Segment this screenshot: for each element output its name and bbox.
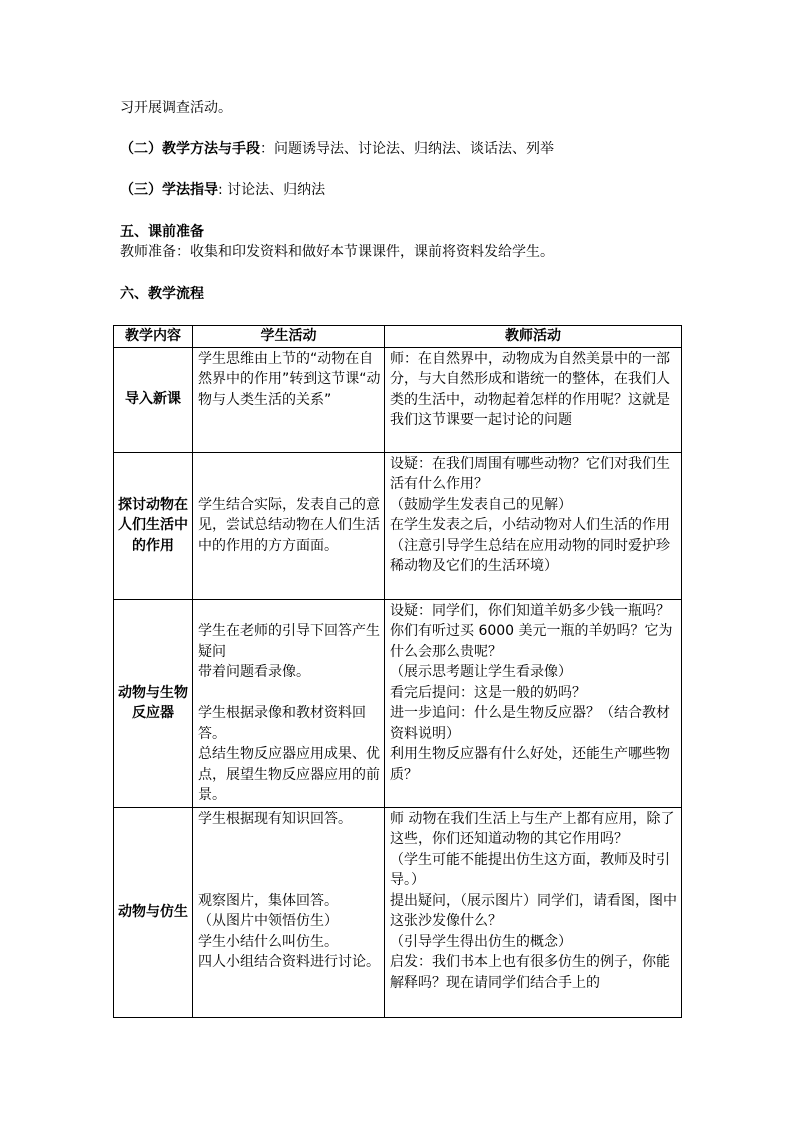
flow-heading: 六、教学流程: [120, 286, 204, 302]
teaching-methods-label: （二）教学方法与手段: [120, 141, 260, 157]
study-guidance-text: : 讨论法、归纳法: [218, 182, 326, 198]
table-row: [114, 347, 682, 452]
teacher-paragraph: 设疑：在我们周围有哪些动物？它们对我们生活有什么作用？: [390, 455, 670, 492]
study-guidance: [120, 180, 325, 200]
student-paragraph: 学生思维由上节的“动物在自然界中的作用”转到这节课“动物与人类生活的关系”: [198, 350, 381, 408]
table-row: [114, 807, 682, 1017]
student-paragraph: 学生在老师的引导下回答产生疑问: [198, 623, 380, 660]
teacher-paragraph: （鼓励学生发表自己的见解）: [390, 496, 572, 513]
teacher-paragraph: 设疑：同学们，你们知道羊奶多少钱一瓶吗？你们有听过买 6000 美元一瓶的羊奶吗？它为什么会那么贵呢？: [390, 602, 673, 660]
row-teacher-activity: [385, 599, 682, 807]
teacher-paragraph: 提出疑问，（展示图片）同学们，请看图，图中这张沙发像什么？: [390, 892, 677, 929]
student-paragraph: 学生根据现有知识回答。: [198, 810, 352, 827]
intro-line: 习开展调查活动。: [120, 100, 232, 116]
teaching-methods-text: ：问题诱导法、讨论法、归纳法、谈话法、列举: [260, 141, 554, 157]
student-paragraph: （从图片中领悟仿生）: [198, 913, 338, 929]
student-paragraph: 总结生物反应器应用成果、优点，展望生物反应器应用的前景。: [198, 746, 380, 803]
row-teacher-activity: [385, 452, 682, 599]
teacher-paragraph: 启发：我们书本上也有很多仿生的例子，你能解释吗？现在请同学们结合手上的: [390, 954, 670, 991]
header-student-activity: 学生活动: [193, 326, 385, 348]
prep-heading: 五、课前准备: [120, 224, 204, 240]
row-student-activity: [193, 599, 385, 807]
row-teacher-activity: [385, 807, 682, 1017]
row-topic: 动物与生物反应器: [114, 599, 193, 807]
row-student-activity: [193, 347, 385, 452]
student-paragraph: 学生根据录像和教材资料回答。: [198, 705, 366, 742]
student-paragraph: 带着问题看录像。: [198, 664, 310, 680]
teacher-paragraph: （学生可能不能提出仿生这方面，教师及时引导。）: [390, 851, 670, 888]
teacher-paragraph: （引导学生得出仿生的概念）: [390, 933, 572, 950]
teacher-paragraph: 师：在自然界中，动物成为自然美景中的一部分，与大自然形成和谐统一的整体，在我们人类的生活中，动物起着怎样的作用呢？这就是我们这节课要一起讨论的问题: [390, 350, 670, 428]
teacher-paragraph: 进一步追问：什么是生物反应器？（结合教材资料说明）: [390, 705, 670, 742]
student-paragraph: 四人小组结合资料进行讨论。: [198, 954, 380, 970]
teacher-paragraph: （展示思考题让学生看录像）: [390, 664, 572, 680]
student-paragraph: 学生结合实际，发表自己的意见，尝试总结动物在人们生活中的作用的方方面面。: [198, 496, 380, 554]
teaching-methods: [120, 139, 554, 159]
study-guidance-label: （三）学法指导: [120, 182, 218, 198]
table-row: [114, 452, 682, 599]
header-content: 教学内容: [114, 326, 193, 348]
row-topic: 探讨动物在人们生活中的作用: [114, 452, 193, 599]
student-paragraph: 学生小结什么叫仿生。: [198, 933, 338, 950]
row-student-activity: [193, 807, 385, 1017]
teacher-paragraph: 利用生物反应器有什么好处，还能生产哪些物质？: [390, 746, 670, 783]
teaching-flow-table: [113, 325, 682, 1018]
teacher-paragraph: 师 动物在我们生活上与生产上都有应用，除了这些，你们还知道动物的其它作用吗？: [390, 810, 675, 847]
header-teacher-activity: 教师活动: [385, 326, 682, 348]
teacher-paragraph: 在学生发表之后，小结动物对人们生活的作用: [390, 517, 670, 533]
row-topic: 导入新课: [114, 347, 193, 452]
teacher-paragraph: 看完后提问：这是一般的奶吗？: [390, 684, 586, 701]
row-topic: 动物与仿生: [114, 807, 193, 1017]
row-teacher-activity: [385, 347, 682, 452]
table-header-row: [114, 326, 682, 348]
prep-text: 教师准备：收集和印发资料和做好本节课课件，课前将资料发给学生。: [120, 244, 554, 260]
row-student-activity: [193, 452, 385, 599]
teacher-paragraph: （注意引导学生总结在应用动物的同时爱护珍稀动物及它们的生活环境）: [390, 537, 670, 574]
table-row: [114, 599, 682, 807]
student-paragraph: 观察图片，集体回答。: [198, 892, 338, 909]
